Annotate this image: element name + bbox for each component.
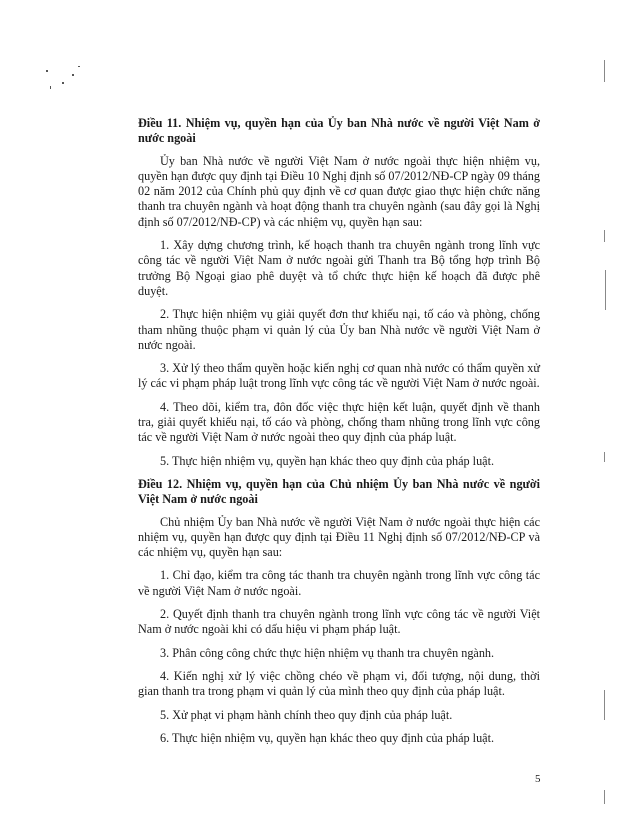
article-12-item: 6. Thực hiện nhiệm vụ, quyền hạn khác theo quy định của pháp luật. bbox=[160, 730, 495, 745]
article-11-item: 3. Xử lý theo thẩm quyền hoặc kiến nghị cơ quan nhà nước có thẩm quyền xử lý các vi phạm pháp luật trong lĩnh vực công tác về người Việt Nam ở nước ngoài. bbox=[138, 361, 540, 391]
scan-edge-mark bbox=[604, 790, 605, 804]
scan-edge-mark bbox=[604, 690, 605, 720]
article-12-heading: Điều 12. Nhiệm vụ, quyền hạn của Chủ nhiệm Ủy ban Nhà nước về người Việt Nam ở nước ngoài bbox=[138, 476, 540, 507]
article-11-item: 5. Thực hiện nhiệm vụ, quyền hạn khác theo quy định của pháp luật. bbox=[160, 453, 495, 468]
article-11-intro: Ủy ban Nhà nước về người Việt Nam ở nước ngoài thực hiện nhiệm vụ, quyền hạn được quy định tại Điều 10 Nghị định số 07/2012/NĐ-CP ngày 09 tháng 02 năm 2012 của Chính phủ quy định về cơ quan được giao thực hiện chức năng thanh tra chuyên ngành và hoạt động thanh tra chuyên ngành (sau đây gọi là Nghị định số 07/2012/NĐ-CP) và các nhiệm vụ, quyền hạn sau: bbox=[138, 153, 540, 229]
article-11-item: 1. Xây dựng chương trình, kế hoạch thanh tra chuyên ngành trong lĩnh vực công tác về người Việt Nam ở nước ngoài gửi Thanh tra Bộ tổng hợp trình Bộ trưởng Bộ Ngoại giao phê duyệt và tổ chức thực hiện kế hoạch đã được phê duyệt. bbox=[138, 238, 540, 298]
scan-speck bbox=[72, 74, 74, 76]
article-12-item: 4. Kiến nghị xử lý việc chồng chéo về phạm vi, đối tượng, nội dung, thời gian thanh tra trong phạm vi quản lý của mình theo quy định của pháp luật. bbox=[138, 668, 540, 699]
page-number: 5 bbox=[535, 773, 541, 785]
scan-speck bbox=[78, 66, 80, 67]
scan-edge-mark bbox=[604, 230, 605, 242]
article-12-item: 2. Quyết định thanh tra chuyên ngành trong lĩnh vực công tác về người Việt Nam ở nước ngoài khi có dấu hiệu vi phạm pháp luật. bbox=[138, 607, 540, 637]
scan-speck bbox=[46, 70, 48, 72]
scan-speck bbox=[62, 82, 64, 84]
scan-edge-mark bbox=[605, 270, 606, 310]
article-12-item: 3. Phân công công chức thực hiện nhiệm vụ thanh tra chuyên ngành. bbox=[160, 645, 495, 660]
document-body bbox=[138, 116, 540, 754]
article-12-item: 5. Xử phạt vi phạm hành chính theo quy định của pháp luật. bbox=[160, 707, 453, 722]
article-11-item: 4. Theo dõi, kiểm tra, đôn đốc việc thực hiện kết luận, quyết định về thanh tra, giải quyết khiếu nại, tố cáo và phòng, chống tham nhũng trong lĩnh vực công tác về người Việt Nam ở nước ngoài theo quy định của pháp luật. bbox=[138, 399, 540, 445]
scan-speck bbox=[50, 86, 51, 89]
scan-edge-mark bbox=[604, 60, 605, 82]
article-11-heading: Điều 11. Nhiệm vụ, quyền hạn của Ủy ban Nhà nước về người Việt Nam ở nước ngoài bbox=[138, 116, 540, 146]
article-12-intro: Chủ nhiệm Ủy ban Nhà nước về người Việt Nam ở nước ngoài thực hiện các nhiệm vụ, quyền hạn được quy định tại Điều 11 Nghị định số 07/2012/NĐ-CP và các nhiệm vụ, quyền hạn sau: bbox=[138, 514, 540, 560]
article-11-item: 2. Thực hiện nhiệm vụ giải quyết đơn thư khiếu nại, tố cáo và phòng, chống tham nhũng thuộc phạm vi quản lý của Ủy ban Nhà nước về người Việt Nam ở nước ngoài. bbox=[138, 307, 540, 352]
article-12-item: 1. Chỉ đạo, kiểm tra công tác thanh tra chuyên ngành trong lĩnh vực công tác về người Việt Nam ở nước ngoài. bbox=[138, 568, 540, 598]
scan-edge-mark bbox=[604, 452, 605, 462]
